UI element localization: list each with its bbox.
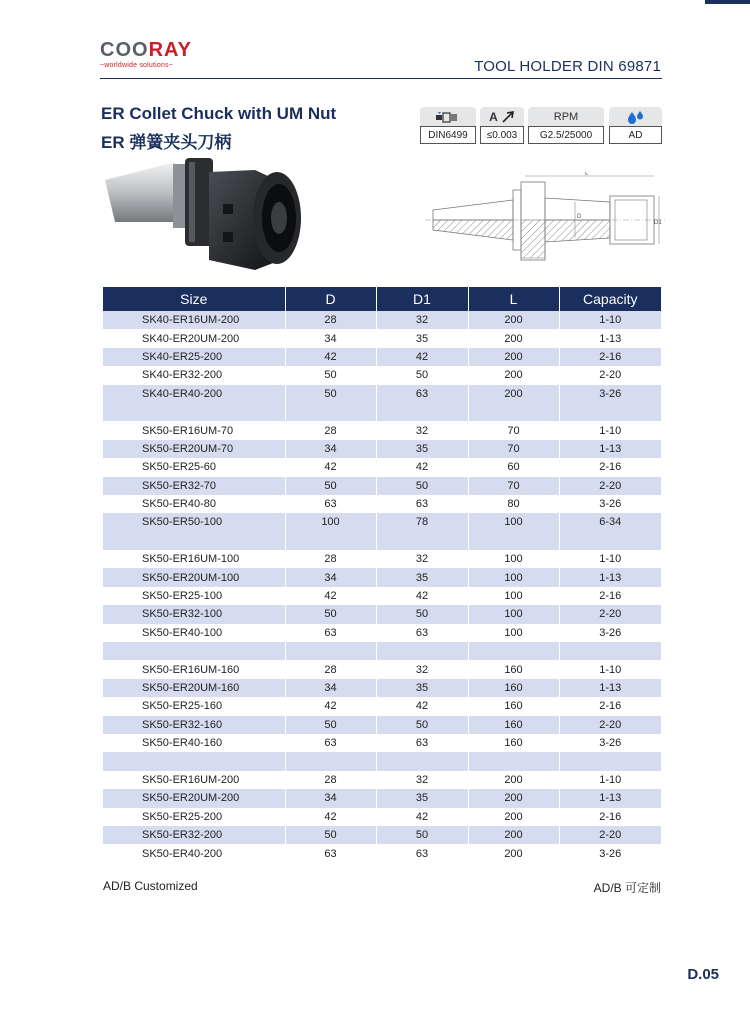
cell-capacity: 1-10 bbox=[559, 421, 661, 439]
table-row bbox=[103, 679, 661, 697]
table-group-spacer bbox=[103, 532, 661, 550]
cell-l: 200 bbox=[468, 329, 559, 347]
cell-l: 160 bbox=[468, 716, 559, 734]
table-row bbox=[103, 844, 661, 862]
cell-d1: 42 bbox=[376, 808, 468, 826]
cell-capacity: 3-26 bbox=[559, 385, 661, 403]
cell-d: 63 bbox=[285, 734, 376, 752]
cell-d: 42 bbox=[285, 587, 376, 605]
cell-d1: 32 bbox=[376, 311, 468, 329]
cell-capacity bbox=[559, 642, 661, 660]
cell-l: 200 bbox=[468, 844, 559, 862]
cell-l: 70 bbox=[468, 440, 559, 458]
cell-capacity: 3-26 bbox=[559, 624, 661, 642]
cell-capacity: 1-13 bbox=[559, 568, 661, 586]
cell-l: 200 bbox=[468, 826, 559, 844]
cell-d: 50 bbox=[285, 477, 376, 495]
cell-d: 42 bbox=[285, 697, 376, 715]
spec-box-runout bbox=[480, 107, 524, 145]
cell-d1: 42 bbox=[376, 697, 468, 715]
cell-size: SK50-ER40-160 bbox=[103, 734, 285, 752]
cell-capacity: 1-10 bbox=[559, 311, 661, 329]
col-header-l: L bbox=[468, 287, 559, 311]
cell-capacity: 2-20 bbox=[559, 605, 661, 623]
cell-d: 50 bbox=[285, 385, 376, 403]
table-row bbox=[103, 366, 661, 384]
cell-d1: 63 bbox=[376, 734, 468, 752]
cell-l: 100 bbox=[468, 568, 559, 586]
cell-l: 200 bbox=[468, 311, 559, 329]
product-title-cn: ER 弹簧夹头刀柄 bbox=[101, 133, 232, 152]
spec-value-standard: DIN6499 bbox=[420, 126, 476, 144]
spec-label-runout: A bbox=[489, 109, 498, 124]
table-row bbox=[103, 587, 661, 605]
table-row bbox=[103, 697, 661, 715]
cell-capacity bbox=[559, 752, 661, 770]
cell-capacity: 2-16 bbox=[559, 587, 661, 605]
cell-size: SK50-ER25-160 bbox=[103, 697, 285, 715]
cell-capacity: 1-13 bbox=[559, 329, 661, 347]
cell-size: SK50-ER16UM-70 bbox=[103, 421, 285, 439]
logo-word-b: RAY bbox=[148, 39, 192, 61]
product-photo bbox=[105, 152, 305, 282]
logo-tagline: ~worldwide solutions~ bbox=[100, 62, 174, 69]
spec-table bbox=[103, 287, 661, 863]
cell-l: 100 bbox=[468, 587, 559, 605]
table-row bbox=[103, 624, 661, 642]
cell-l: 200 bbox=[468, 348, 559, 366]
cell-d1: 42 bbox=[376, 587, 468, 605]
cell-d: 34 bbox=[285, 568, 376, 586]
spec-value-coolant: AD bbox=[609, 126, 662, 144]
cell-capacity: 2-20 bbox=[559, 477, 661, 495]
table-row bbox=[103, 550, 661, 568]
cell-l: 160 bbox=[468, 679, 559, 697]
drawing-label-length: L bbox=[585, 172, 589, 177]
cell-d1: 78 bbox=[376, 513, 468, 531]
cell-size: SK40-ER20UM-200 bbox=[103, 329, 285, 347]
cell-d: 28 bbox=[285, 311, 376, 329]
cell-d: 28 bbox=[285, 550, 376, 568]
cell-d1 bbox=[376, 532, 468, 550]
cell-l: 200 bbox=[468, 385, 559, 403]
col-header-capacity: Capacity bbox=[559, 287, 661, 311]
cell-d: 50 bbox=[285, 826, 376, 844]
table-row bbox=[103, 826, 661, 844]
table-row bbox=[103, 808, 661, 826]
cell-l: 70 bbox=[468, 421, 559, 439]
table-header-row bbox=[103, 287, 661, 311]
col-header-d: D bbox=[285, 287, 376, 311]
cell-d1: 35 bbox=[376, 789, 468, 807]
table-group-spacer bbox=[103, 752, 661, 770]
cell-size: SK40-ER32-200 bbox=[103, 366, 285, 384]
cell-capacity bbox=[559, 403, 661, 421]
cell-size: SK50-ER32-70 bbox=[103, 477, 285, 495]
cell-d1: 35 bbox=[376, 440, 468, 458]
cell-capacity: 1-13 bbox=[559, 679, 661, 697]
table-row bbox=[103, 495, 661, 513]
cell-l: 200 bbox=[468, 808, 559, 826]
table-row bbox=[103, 440, 661, 458]
tool-holder-icon bbox=[420, 107, 476, 126]
page-header-title: TOOL HOLDER DIN 69871 bbox=[474, 58, 661, 75]
cell-d1 bbox=[376, 752, 468, 770]
cell-capacity: 1-10 bbox=[559, 550, 661, 568]
table-group-spacer bbox=[103, 642, 661, 660]
cell-size: SK50-ER40-200 bbox=[103, 844, 285, 862]
cell-d: 28 bbox=[285, 421, 376, 439]
cell-d1: 32 bbox=[376, 660, 468, 678]
cell-size: SK50-ER16UM-100 bbox=[103, 550, 285, 568]
cell-size: SK50-ER20UM-100 bbox=[103, 568, 285, 586]
cell-l: 100 bbox=[468, 624, 559, 642]
cell-l: 60 bbox=[468, 458, 559, 476]
note-customized-cn: AD/B 可定制 bbox=[593, 881, 661, 895]
cell-size: SK50-ER40-100 bbox=[103, 624, 285, 642]
table-row bbox=[103, 568, 661, 586]
cell-capacity: 2-20 bbox=[559, 826, 661, 844]
table-row bbox=[103, 385, 661, 403]
table-row bbox=[103, 771, 661, 789]
spec-label-rpm: RPM bbox=[528, 107, 604, 126]
cell-d: 34 bbox=[285, 789, 376, 807]
table-row bbox=[103, 458, 661, 476]
page-number: D.05 bbox=[687, 966, 719, 983]
cell-d1: 35 bbox=[376, 329, 468, 347]
top-accent-bar bbox=[705, 0, 750, 4]
cell-capacity: 2-16 bbox=[559, 697, 661, 715]
col-header-size: Size bbox=[103, 287, 285, 311]
cell-l: 100 bbox=[468, 605, 559, 623]
product-title-en: ER Collet Chuck with UM Nut bbox=[101, 104, 337, 123]
cell-size: SK50-ER32-200 bbox=[103, 826, 285, 844]
cell-d1 bbox=[376, 403, 468, 421]
runout-arrow-icon bbox=[501, 111, 515, 123]
cell-size bbox=[103, 642, 285, 660]
cell-size: SK50-ER20UM-70 bbox=[103, 440, 285, 458]
cell-size: SK50-ER50-100 bbox=[103, 513, 285, 531]
cell-d1: 50 bbox=[376, 477, 468, 495]
cell-capacity: 2-20 bbox=[559, 716, 661, 734]
cell-d1: 50 bbox=[376, 716, 468, 734]
cell-size: SK40-ER16UM-200 bbox=[103, 311, 285, 329]
cell-capacity: 1-10 bbox=[559, 660, 661, 678]
cell-l bbox=[468, 642, 559, 660]
cell-capacity: 3-26 bbox=[559, 734, 661, 752]
cell-d bbox=[285, 403, 376, 421]
note-customized-en: AD/B Customized bbox=[103, 879, 198, 893]
cell-size bbox=[103, 403, 285, 421]
cell-d: 100 bbox=[285, 513, 376, 531]
spec-table-body bbox=[103, 311, 661, 863]
cell-size: SK50-ER20UM-200 bbox=[103, 789, 285, 807]
table-row bbox=[103, 477, 661, 495]
table-row bbox=[103, 513, 661, 531]
cell-d: 63 bbox=[285, 624, 376, 642]
logo-word-a: COO bbox=[100, 39, 149, 61]
cell-d1: 63 bbox=[376, 624, 468, 642]
cell-size: SK50-ER20UM-160 bbox=[103, 679, 285, 697]
cell-capacity: 2-16 bbox=[559, 808, 661, 826]
cell-l: 200 bbox=[468, 789, 559, 807]
cell-capacity: 3-26 bbox=[559, 844, 661, 862]
cell-d: 28 bbox=[285, 771, 376, 789]
cell-capacity: 1-13 bbox=[559, 440, 661, 458]
cell-size: SK40-ER40-200 bbox=[103, 385, 285, 403]
table-group-spacer bbox=[103, 403, 661, 421]
cell-d bbox=[285, 642, 376, 660]
cell-capacity bbox=[559, 532, 661, 550]
cell-d: 50 bbox=[285, 716, 376, 734]
spec-box-standard bbox=[420, 107, 476, 145]
cell-size: SK50-ER16UM-200 bbox=[103, 771, 285, 789]
table-row bbox=[103, 716, 661, 734]
spec-box-rpm bbox=[528, 107, 604, 145]
cell-d1: 35 bbox=[376, 679, 468, 697]
cell-d: 42 bbox=[285, 458, 376, 476]
cell-d1: 50 bbox=[376, 605, 468, 623]
cell-l: 160 bbox=[468, 660, 559, 678]
cell-d1: 50 bbox=[376, 826, 468, 844]
cell-d: 63 bbox=[285, 495, 376, 513]
cell-size bbox=[103, 752, 285, 770]
cell-d1: 42 bbox=[376, 348, 468, 366]
table-row bbox=[103, 734, 661, 752]
cell-d: 28 bbox=[285, 660, 376, 678]
cell-d1: 42 bbox=[376, 458, 468, 476]
cell-l bbox=[468, 752, 559, 770]
cell-d: 63 bbox=[285, 844, 376, 862]
cell-l: 160 bbox=[468, 697, 559, 715]
drawing-label-bore: D bbox=[577, 214, 582, 220]
cell-capacity: 3-26 bbox=[559, 495, 661, 513]
cell-d bbox=[285, 752, 376, 770]
spec-value-runout: ≤0.003 bbox=[480, 126, 524, 144]
table-row bbox=[103, 348, 661, 366]
cell-capacity: 2-16 bbox=[559, 458, 661, 476]
cell-size: SK50-ER32-160 bbox=[103, 716, 285, 734]
cell-size: SK50-ER25-60 bbox=[103, 458, 285, 476]
cell-d1: 63 bbox=[376, 844, 468, 862]
cell-capacity: 2-20 bbox=[559, 366, 661, 384]
cell-d1: 32 bbox=[376, 771, 468, 789]
table-row bbox=[103, 605, 661, 623]
cell-capacity: 2-16 bbox=[559, 348, 661, 366]
table-row bbox=[103, 311, 661, 329]
cell-size: SK50-ER16UM-160 bbox=[103, 660, 285, 678]
table-row bbox=[103, 421, 661, 439]
cell-l: 200 bbox=[468, 771, 559, 789]
cell-d1: 63 bbox=[376, 495, 468, 513]
header-divider bbox=[100, 78, 662, 79]
coolant-drops-icon bbox=[609, 107, 662, 126]
cell-size bbox=[103, 532, 285, 550]
cell-size: SK50-ER32-100 bbox=[103, 605, 285, 623]
cell-l: 200 bbox=[468, 366, 559, 384]
technical-drawing bbox=[425, 172, 665, 280]
cell-d: 34 bbox=[285, 440, 376, 458]
cell-d: 50 bbox=[285, 366, 376, 384]
cell-l: 100 bbox=[468, 550, 559, 568]
cell-d: 42 bbox=[285, 348, 376, 366]
cell-d: 34 bbox=[285, 679, 376, 697]
cell-d: 50 bbox=[285, 605, 376, 623]
cell-d: 42 bbox=[285, 808, 376, 826]
cell-l bbox=[468, 532, 559, 550]
cell-l: 100 bbox=[468, 513, 559, 531]
cell-d bbox=[285, 532, 376, 550]
cell-d1: 35 bbox=[376, 568, 468, 586]
spec-value-rpm: G2.5/25000 bbox=[528, 126, 604, 144]
cell-d1: 63 bbox=[376, 385, 468, 403]
cell-d1: 32 bbox=[376, 550, 468, 568]
cell-size: SK50-ER25-200 bbox=[103, 808, 285, 826]
cell-d1: 50 bbox=[376, 366, 468, 384]
cell-d1: 32 bbox=[376, 421, 468, 439]
cell-size: SK50-ER25-100 bbox=[103, 587, 285, 605]
col-header-d1: D1 bbox=[376, 287, 468, 311]
cell-l: 160 bbox=[468, 734, 559, 752]
cooray-logo bbox=[100, 40, 220, 80]
cell-l: 80 bbox=[468, 495, 559, 513]
cell-size: SK50-ER40-80 bbox=[103, 495, 285, 513]
spec-box-coolant bbox=[609, 107, 662, 145]
table-row bbox=[103, 789, 661, 807]
cell-capacity: 1-13 bbox=[559, 789, 661, 807]
cell-capacity: 1-10 bbox=[559, 771, 661, 789]
drawing-label-diameter: D1 bbox=[654, 220, 662, 226]
cell-size: SK40-ER25-200 bbox=[103, 348, 285, 366]
cell-capacity: 6-34 bbox=[559, 513, 661, 531]
cell-l bbox=[468, 403, 559, 421]
table-row bbox=[103, 329, 661, 347]
table-row bbox=[103, 660, 661, 678]
cell-d: 34 bbox=[285, 329, 376, 347]
cell-l: 70 bbox=[468, 477, 559, 495]
cell-d1 bbox=[376, 642, 468, 660]
